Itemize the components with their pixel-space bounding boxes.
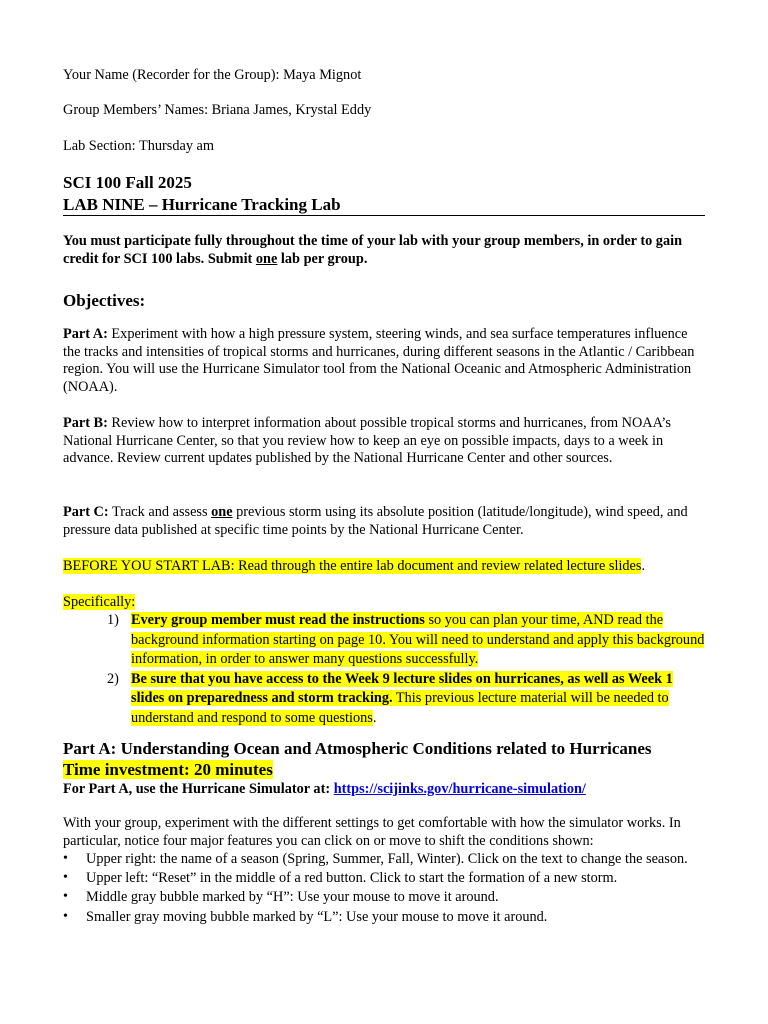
before-start-notice xyxy=(63,558,705,576)
item-text: so you can plan your time, AND read the background information starting on page 10. You will need to understand and apply this background information, in order to answer many questions successfully. xyxy=(131,612,705,667)
part-a-label: Part A: xyxy=(63,326,108,342)
before-start-trailing: . xyxy=(641,558,646,574)
item-number: 1) xyxy=(107,612,119,628)
instructions-item xyxy=(63,611,705,670)
simulator-line xyxy=(63,780,586,798)
part-b-text: Review how to interpret information about possible tropical storms and hurricanes, from NOAA’s National Hurricane Center, so that you review how to keep an eye on possible impacts, days to a week in advance. Review current updates published by the National Hurricane Center and other sources. xyxy=(63,415,671,466)
item-text: This previous lecture material will be needed to understand and respond to some questions xyxy=(131,690,669,726)
notice-text-1: You must participate fully throughout the time of your lab with your group members, in order to gain credit for SCI 100 labs. Submit xyxy=(63,233,683,267)
lab-title: LAB NINE – Hurricane Tracking Lab xyxy=(63,195,341,214)
item-trailing: . xyxy=(372,709,377,726)
participation-notice xyxy=(63,233,705,268)
part-a-text: Experiment with how a high pressure system, steering winds, and sea surface temperatures influence the tracks and intensities of tropical storms and hurricanes, during different seasons in the Atlantic / Caribbean region. You will use the Hurricane Simulator tool from the National Oceanic and Atmospheric Administration (NOAA). xyxy=(63,326,695,395)
instructions-item xyxy=(63,670,705,729)
simulator-link[interactable]: https://scijinks.gov/hurricane-simulation/ xyxy=(333,781,586,797)
notice-emphasis: one xyxy=(255,250,278,267)
notice-text-2: lab per group. xyxy=(277,250,368,267)
objective-part-b xyxy=(63,415,705,468)
objectives-heading: Objectives: xyxy=(63,291,146,310)
item-bold-text: Be sure that you have access to the Week 9 lecture slides on hurricanes, as well as Week 1 slides on preparedness and storm tracking. xyxy=(131,670,673,706)
bullet-icon: • xyxy=(63,889,68,905)
before-start-text: BEFORE YOU START LAB: Read through the entire lab document and review related lecture slides xyxy=(63,558,642,574)
recorder-name-line: Your Name (Recorder for the Group): Maya Mignot xyxy=(63,67,362,83)
specifically-label: Specifically: xyxy=(63,594,136,610)
course-title: SCI 100 Fall 2025 xyxy=(63,173,192,192)
lab-section-line: Lab Section: Thursday am xyxy=(63,138,215,154)
simulator-label: For Part A, use the Hurricane Simulator at: xyxy=(63,781,334,797)
instructions-list xyxy=(63,611,705,728)
feature-item: • Smaller gray moving bubble marked by “L”: Use your mouse to move it around. xyxy=(63,908,548,925)
part-a-intro: With your group, experiment with the different settings to get comfortable with how the simulator works. In particular, notice four major features you can click on or move to shift the conditions shown: xyxy=(63,815,681,849)
group-members-line: Group Members’ Names: Briana James, Krystal Eddy xyxy=(63,102,372,118)
bullet-icon: • xyxy=(63,870,68,886)
objective-part-c xyxy=(63,504,705,539)
feature-item: • Upper right: the name of a season (Spring, Summer, Fall, Winter). Click on the text to change the season. xyxy=(63,851,688,867)
part-c-label: Part C: xyxy=(63,504,109,520)
objective-part-a xyxy=(63,326,705,396)
bullet-icon: • xyxy=(63,851,68,866)
feature-item: • Upper left: “Reset” in the middle of a red button. Click to start the formation of a new storm. xyxy=(63,870,618,887)
item-number: 2) xyxy=(107,670,119,687)
bullet-icon: • xyxy=(63,908,68,924)
features-list xyxy=(63,851,705,928)
part-c-text-2: previous storm using its absolute position (latitude/longitude), wind speed, and pressure data published at specific time points by the National Hurricane Center. xyxy=(63,504,688,538)
time-investment: Time investment: 20 minutes xyxy=(63,760,273,779)
title-divider xyxy=(63,215,705,216)
item-bold-text: Every group member must read the instructions xyxy=(131,612,425,628)
part-c-emphasis: one xyxy=(211,504,233,520)
feature-item: • Middle gray bubble marked by “H”: Use your mouse to move it around. xyxy=(63,889,499,906)
part-b-label: Part B: xyxy=(63,415,108,431)
part-a-heading: Part A: Understanding Ocean and Atmospheric Conditions related to Hurricanes xyxy=(63,739,652,758)
part-c-text-1: Track and assess xyxy=(108,504,212,520)
